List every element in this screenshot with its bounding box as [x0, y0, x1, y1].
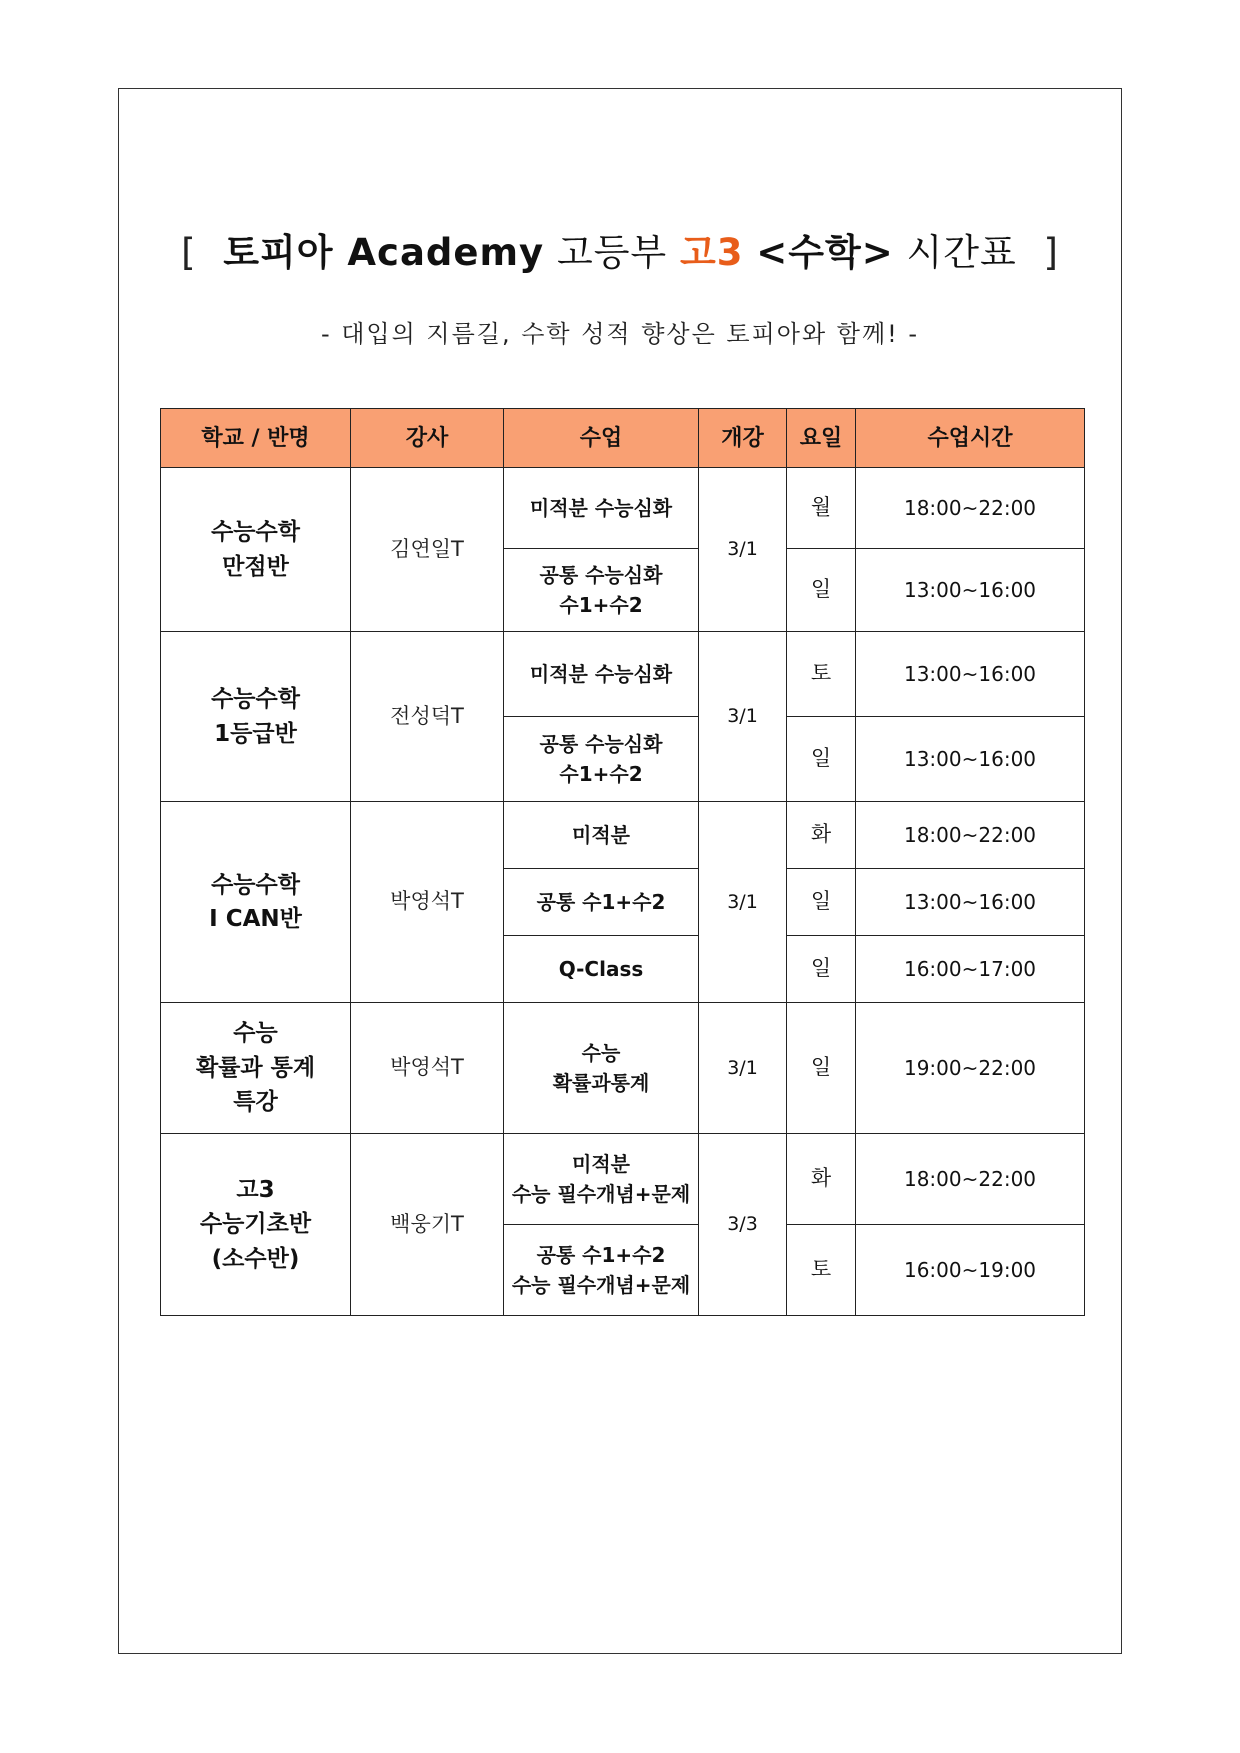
- course-name: 미적분 수능심화: [504, 468, 699, 549]
- teacher-name: 박영석T: [351, 802, 504, 1003]
- header-day: 요일: [787, 409, 856, 468]
- class-time: 13:00~16:00: [856, 632, 1085, 717]
- table-row: [161, 802, 1085, 869]
- class-day: 일: [787, 1003, 856, 1134]
- class-day: 화: [787, 802, 856, 869]
- title-grade: 고3: [679, 231, 744, 274]
- title-bracket-close: ]: [1043, 231, 1059, 274]
- class-day: 일: [787, 549, 856, 632]
- teacher-name: 전성덕T: [351, 632, 504, 802]
- course-name: 미적분: [504, 802, 699, 869]
- header-school: 학교 / 반명: [161, 409, 351, 468]
- table-row: [161, 632, 1085, 717]
- table-row: [161, 468, 1085, 549]
- course-name: 공통 수1+수2 수능 필수개념+문제: [504, 1225, 699, 1316]
- class-time: 16:00~17:00: [856, 936, 1085, 1003]
- page-title: [118, 222, 1122, 276]
- class-name: 수능수학 1등급반: [161, 632, 351, 802]
- class-day: 일: [787, 936, 856, 1003]
- class-day: 일: [787, 869, 856, 936]
- class-name: 수능 확률과 통계 특강: [161, 1003, 351, 1134]
- opening-date: 3/1: [699, 802, 787, 1003]
- class-time: 13:00~16:00: [856, 549, 1085, 632]
- class-time: 18:00~22:00: [856, 1134, 1085, 1225]
- class-time: 18:00~22:00: [856, 468, 1085, 549]
- class-day: 토: [787, 632, 856, 717]
- class-time: 18:00~22:00: [856, 802, 1085, 869]
- header-teacher: 강사: [351, 409, 504, 468]
- opening-date: 3/3: [699, 1134, 787, 1316]
- opening-date: 3/1: [699, 632, 787, 802]
- teacher-name: 백웅기T: [351, 1134, 504, 1316]
- course-name: 미적분 수능 필수개념+문제: [504, 1134, 699, 1225]
- title-division: 고등부: [556, 231, 668, 274]
- class-time: 13:00~16:00: [856, 869, 1085, 936]
- title-academy-name: 토피아 Academy: [223, 231, 545, 274]
- class-name: 수능수학 I CAN반: [161, 802, 351, 1003]
- class-time: 19:00~22:00: [856, 1003, 1085, 1134]
- header-time: 수업시간: [856, 409, 1085, 468]
- class-time: 16:00~19:00: [856, 1225, 1085, 1316]
- course-name: Q-Class: [504, 936, 699, 1003]
- title-label: 시간표: [906, 231, 1017, 274]
- header-opening: 개강: [699, 409, 787, 468]
- class-name: 고3 수능기초반 (소수반): [161, 1134, 351, 1316]
- course-name: 미적분 수능심화: [504, 632, 699, 717]
- table-row: [161, 1134, 1085, 1225]
- class-day: 화: [787, 1134, 856, 1225]
- title-bracket-open: [: [181, 231, 197, 274]
- class-day: 토: [787, 1225, 856, 1316]
- table-row: [161, 1003, 1085, 1134]
- course-name: 공통 수능심화 수1+수2: [504, 717, 699, 802]
- course-name: 수능 확률과통계: [504, 1003, 699, 1134]
- course-name: 공통 수능심화 수1+수2: [504, 549, 699, 632]
- class-day: 월: [787, 468, 856, 549]
- subtitle: - 대입의 지름길, 수학 성적 향상은 토피아와 함께! -: [320, 320, 920, 348]
- class-day: 일: [787, 717, 856, 802]
- opening-date: 3/1: [699, 468, 787, 632]
- opening-date: 3/1: [699, 1003, 787, 1134]
- title-subject: <수학>: [756, 231, 894, 274]
- teacher-name: 김연일T: [351, 468, 504, 632]
- table-header-row: [161, 409, 1085, 468]
- course-name: 공통 수1+수2: [504, 869, 699, 936]
- header-course: 수업: [504, 409, 699, 468]
- teacher-name: 박영석T: [351, 1003, 504, 1134]
- class-name: 수능수학 만점반: [161, 468, 351, 632]
- class-time: 13:00~16:00: [856, 717, 1085, 802]
- schedule-table: [160, 408, 1085, 1316]
